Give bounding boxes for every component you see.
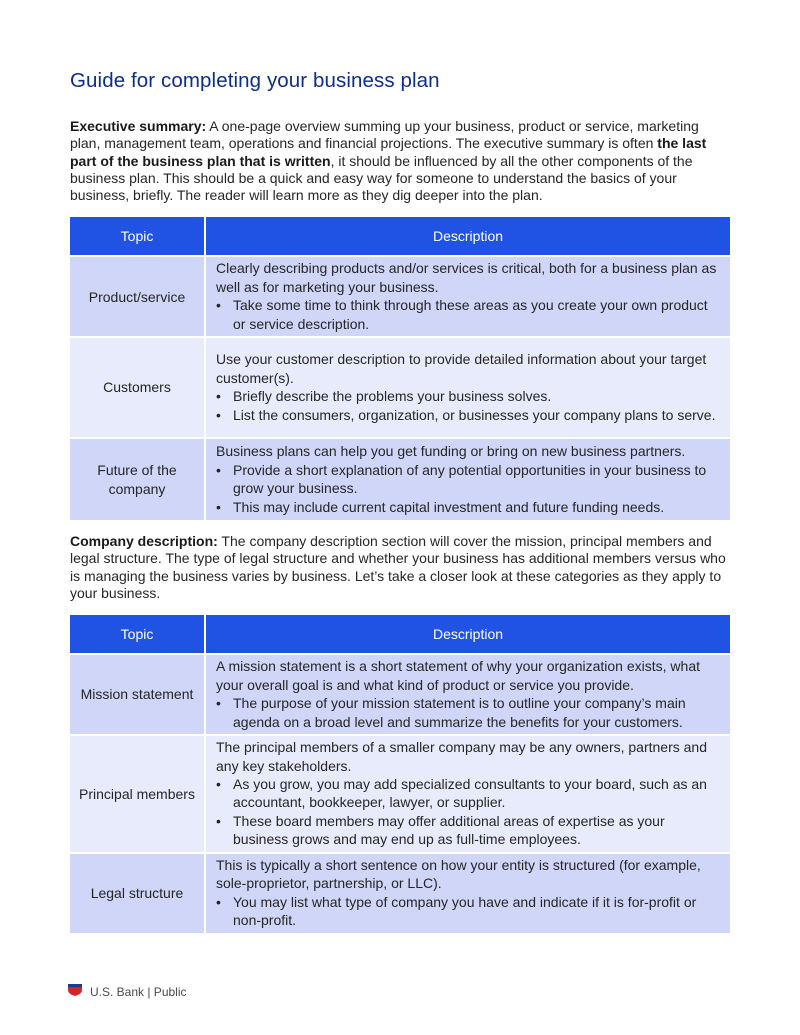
bullet-list <box>216 775 720 849</box>
bullet-list <box>216 387 720 424</box>
executive-summary-text2: , it should be influenced by all the other components of the business plan. This should be a quick and easy way for someone to understand the basics of your business, briefly. The reader will learn more as they dig deeper into the plan. <box>70 152 693 204</box>
description-text: Use your customer description to provide detailed information about your target customer(s). <box>216 351 707 386</box>
description-cell <box>204 734 730 852</box>
list-item <box>216 694 720 731</box>
bullet-icon: • <box>216 388 221 405</box>
executive-summary-label: Executive summary: <box>70 118 207 134</box>
bullet-icon: • <box>216 498 221 515</box>
bullet-icon: • <box>216 893 221 910</box>
executive-summary-text1: A one-page overview summing up your business, product or service, marketing plan, management team, operations and financial projections. The executive summary is often <box>70 118 699 152</box>
bullet-text: As you grow, you may add specialized consultants to your board, such as an accountant, bookkeeper, lawyer, or supplier. <box>233 776 707 811</box>
bullet-icon: • <box>216 695 221 712</box>
list-item <box>216 812 720 849</box>
bullet-text: List the consumers, organization, or businesses your company plans to serve. <box>233 406 716 423</box>
description-text: Clearly describing products and/or services is critical, both for a business plan as well as for marketing your business. <box>216 260 717 295</box>
topic-cell: Mission statement <box>70 653 204 734</box>
topic-cell: Legal structure <box>70 852 204 933</box>
description-cell <box>204 852 730 933</box>
description-text: This is typically a short sentence on how your entity is structured (for example, sole-proprietor, partnership, or LLC). <box>216 856 701 892</box>
list-item <box>216 387 720 405</box>
list-item <box>216 498 720 516</box>
executive-summary-emphasis: the last part of the business plan that is written <box>70 135 707 169</box>
list-item <box>216 775 720 812</box>
description-cell <box>204 437 730 520</box>
bullet-list <box>216 694 720 731</box>
table-row <box>70 852 730 933</box>
table-row <box>70 336 730 437</box>
bullet-list <box>216 296 720 333</box>
bullet-list <box>216 893 720 930</box>
list-item <box>216 461 720 498</box>
list-item <box>216 893 720 930</box>
bullet-icon: • <box>216 461 221 478</box>
bullet-list <box>216 461 720 516</box>
table-row <box>70 734 730 852</box>
column-header-topic: Topic <box>70 217 204 255</box>
company-description-text: The company description section will cover the mission, principal members and legal structure. The type of legal structure and whether your business has additional members versus who is managing the business varies by business. Let’s take a closer look at these categories as they apply to your business. <box>70 533 726 601</box>
description-cell <box>204 255 730 336</box>
footer-text: U.S. Bank | Public <box>90 985 187 999</box>
column-header-description: Description <box>204 217 730 255</box>
executive-summary-table <box>70 217 730 520</box>
column-header-description: Description <box>204 615 730 653</box>
description-text: Business plans can help you get funding or bring on new business partners. <box>216 443 686 460</box>
table-header-row <box>70 615 730 653</box>
bullet-icon: • <box>216 776 221 793</box>
description-cell <box>204 653 730 734</box>
executive-summary-paragraph <box>70 118 730 204</box>
bullet-text: Briefly describe the problems your business solves. <box>233 388 552 405</box>
table-header-row <box>70 217 730 255</box>
description-text: A mission statement is a short statement of why your organization exists, what your overall goal is and what kind of product or service you provide. <box>216 658 700 693</box>
description-text: The principal members of a smaller company may be any owners, partners and any key stakeholders. <box>216 739 707 774</box>
list-item <box>216 406 720 424</box>
bullet-icon: • <box>216 297 221 314</box>
bullet-text: Provide a short explanation of any potential opportunities in your business to grow your business. <box>233 461 707 497</box>
document-page <box>70 66 730 946</box>
bullet-text: You may list what type of company you have and indicate if it is for-profit or non-profit. <box>233 893 697 929</box>
table-row <box>70 653 730 734</box>
page-footer <box>68 984 187 1000</box>
table-row <box>70 255 730 336</box>
company-description-table <box>70 615 730 932</box>
topic-cell: Future of the company <box>70 437 204 520</box>
list-item <box>216 296 720 333</box>
bullet-icon: • <box>216 406 221 423</box>
topic-cell: Customers <box>70 336 204 437</box>
bullet-text: These board members may offer additional areas of expertise as your business grows and may end up as full-time employees. <box>233 812 665 848</box>
column-header-topic: Topic <box>70 615 204 653</box>
bullet-text: This may include current capital investment and future funding needs. <box>233 498 665 515</box>
topic-cell: Product/service <box>70 255 204 336</box>
page-title: Guide for completing your business plan <box>70 69 440 92</box>
bullet-text: The purpose of your mission statement is to outline your company’s main agenda on a broad level and summarize the benefits for your customers. <box>233 695 686 730</box>
bullet-icon: • <box>216 812 221 829</box>
bullet-text: Take some time to think through these areas as you create your own product or service description. <box>233 297 708 332</box>
company-description-label: Company description: <box>70 533 218 550</box>
table-row <box>70 437 730 520</box>
description-cell <box>204 336 730 437</box>
us-bank-shield-icon <box>68 984 82 1000</box>
topic-cell: Principal members <box>70 734 204 852</box>
company-description-paragraph <box>70 533 730 602</box>
